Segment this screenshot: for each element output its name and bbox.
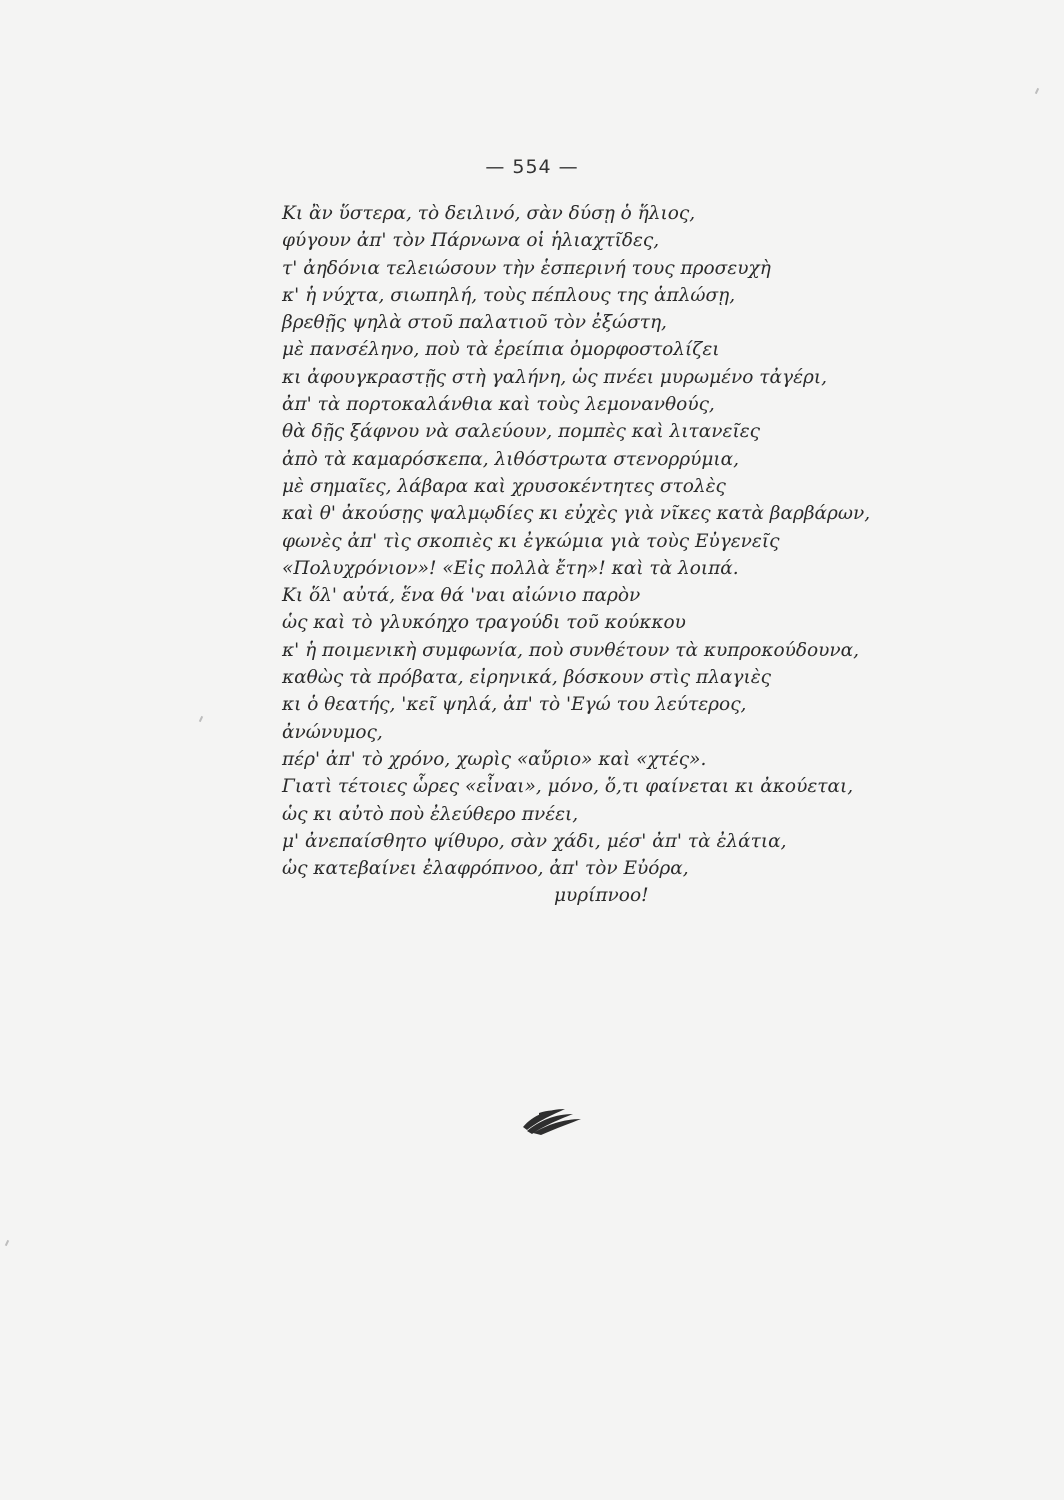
poem-line: μὲ σημαῖες, λάβαρα καὶ χρυσοκέντητες στολὲς [282, 475, 726, 497]
end-ornament [519, 1105, 583, 1135]
poem-line: φωνὲς ἀπ' τὶς σκοπιὲς κι ἐγκώμια γιὰ τοὺς Εὐγενεῖς [282, 530, 780, 552]
poem-closing-line: μυρίπνοο! [554, 885, 649, 907]
poem-line: ἀνώνυμος, [282, 721, 383, 743]
poem-line: ὡς κι αὐτὸ ποὺ ἐλεύθερο πνέει, [282, 803, 579, 825]
poem-line: κ' ἡ ποιμενικὴ συμφωνία, ποὺ συνθέτουν τὰ κυπροκούδουνα, [282, 639, 860, 661]
paper-speck [5, 1240, 9, 1246]
poem-line: ὡς κατεβαίνει ἐλαφρόπνοο, ἀπ' τὸν Εὐόρα, [282, 858, 689, 880]
paper-speck [199, 716, 203, 722]
poem-line: θὰ δῇς ξάφνου νὰ σαλεύουν, πομπὲς καὶ λιτανεῖες [282, 421, 760, 443]
paper-speck [1035, 88, 1039, 94]
poem-line: Κι ἂν ὕστερα, τὸ δειλινό, σὰν δύσῃ ὁ ἥλιος, [282, 203, 696, 224]
poem-line: κι ὁ θεατής, 'κεῖ ψηλά, ἀπ' τὸ 'Εγώ του λεύτερος, [282, 694, 747, 716]
poem-line: βρεθῇς ψηλὰ στοῦ παλατιοῦ τὸν ἐξώστη, [282, 312, 667, 334]
poem-line: Γιατὶ τέτοιες ὧρες «εἶναι», μόνο, ὅ,τι φαίνεται κι ἀκούεται, [282, 776, 854, 798]
poem-line: καθὼς τὰ πρόβατα, εἰρηνικά, βόσκουν στὶς πλαγιὲς [282, 667, 772, 689]
poem-line: κ' ἡ νύχτα, σιωπηλή, τοὺς πέπλους της ἁπλώσῃ, [282, 284, 736, 306]
poem-line: πέρ' ἀπ' τὸ χρόνο, χωρὶς «αὔριο» καὶ «χτές». [282, 748, 707, 770]
poem-line: ὡς καὶ τὸ γλυκόηχο τραγούδι τοῦ κούκκου [282, 612, 686, 634]
poem-line: καὶ θ' ἀκούσῃς ψαλμῳδίες κι εὐχὲς γιὰ νῖκες κατὰ βαρβάρων, [282, 503, 871, 525]
poem-line: μὲ πανσέληνο, ποὺ τὰ ἐρείπια ὀμορφοστολίζει [282, 339, 720, 361]
poem-line: ἀπ' τὰ πορτοκαλάνθια καὶ τοὺς λεμονανθούς, [282, 394, 715, 416]
poem-line: τ' ἀηδόνια τελειώσουν τὴν ἑσπερινή τους προσευχὴ [282, 257, 771, 279]
page-number: — 554 — [485, 156, 579, 178]
poem-line: μ' ἀνεπαίσθητο ψίθυρο, σὰν χάδι, μέσ' ἀπ' τὰ ἐλάτια, [282, 830, 787, 852]
poem-line: ἀπὸ τὰ καμαρόσκεπα, λιθόστρωτα στενορρύμια, [282, 448, 740, 470]
poem-text [282, 200, 922, 910]
poem-line: Κι ὅλ' αὐτά, ἕνα θά 'ναι αἰώνιο παρὸν [282, 585, 641, 607]
poem-line: «Πολυχρόνιον»! «Εἰς πολλὰ ἔτη»! καὶ τὰ λοιπά. [282, 557, 739, 579]
poem-line: φύγουν ἀπ' τὸν Πάρνωνα οἱ ἡλιαχτῖδες, [282, 230, 660, 252]
poem-line: κι ἀφουγκραστῇς στὴ γαλήνη, ὡς πνέει μυρωμένο τἀγέρι, [282, 366, 828, 388]
